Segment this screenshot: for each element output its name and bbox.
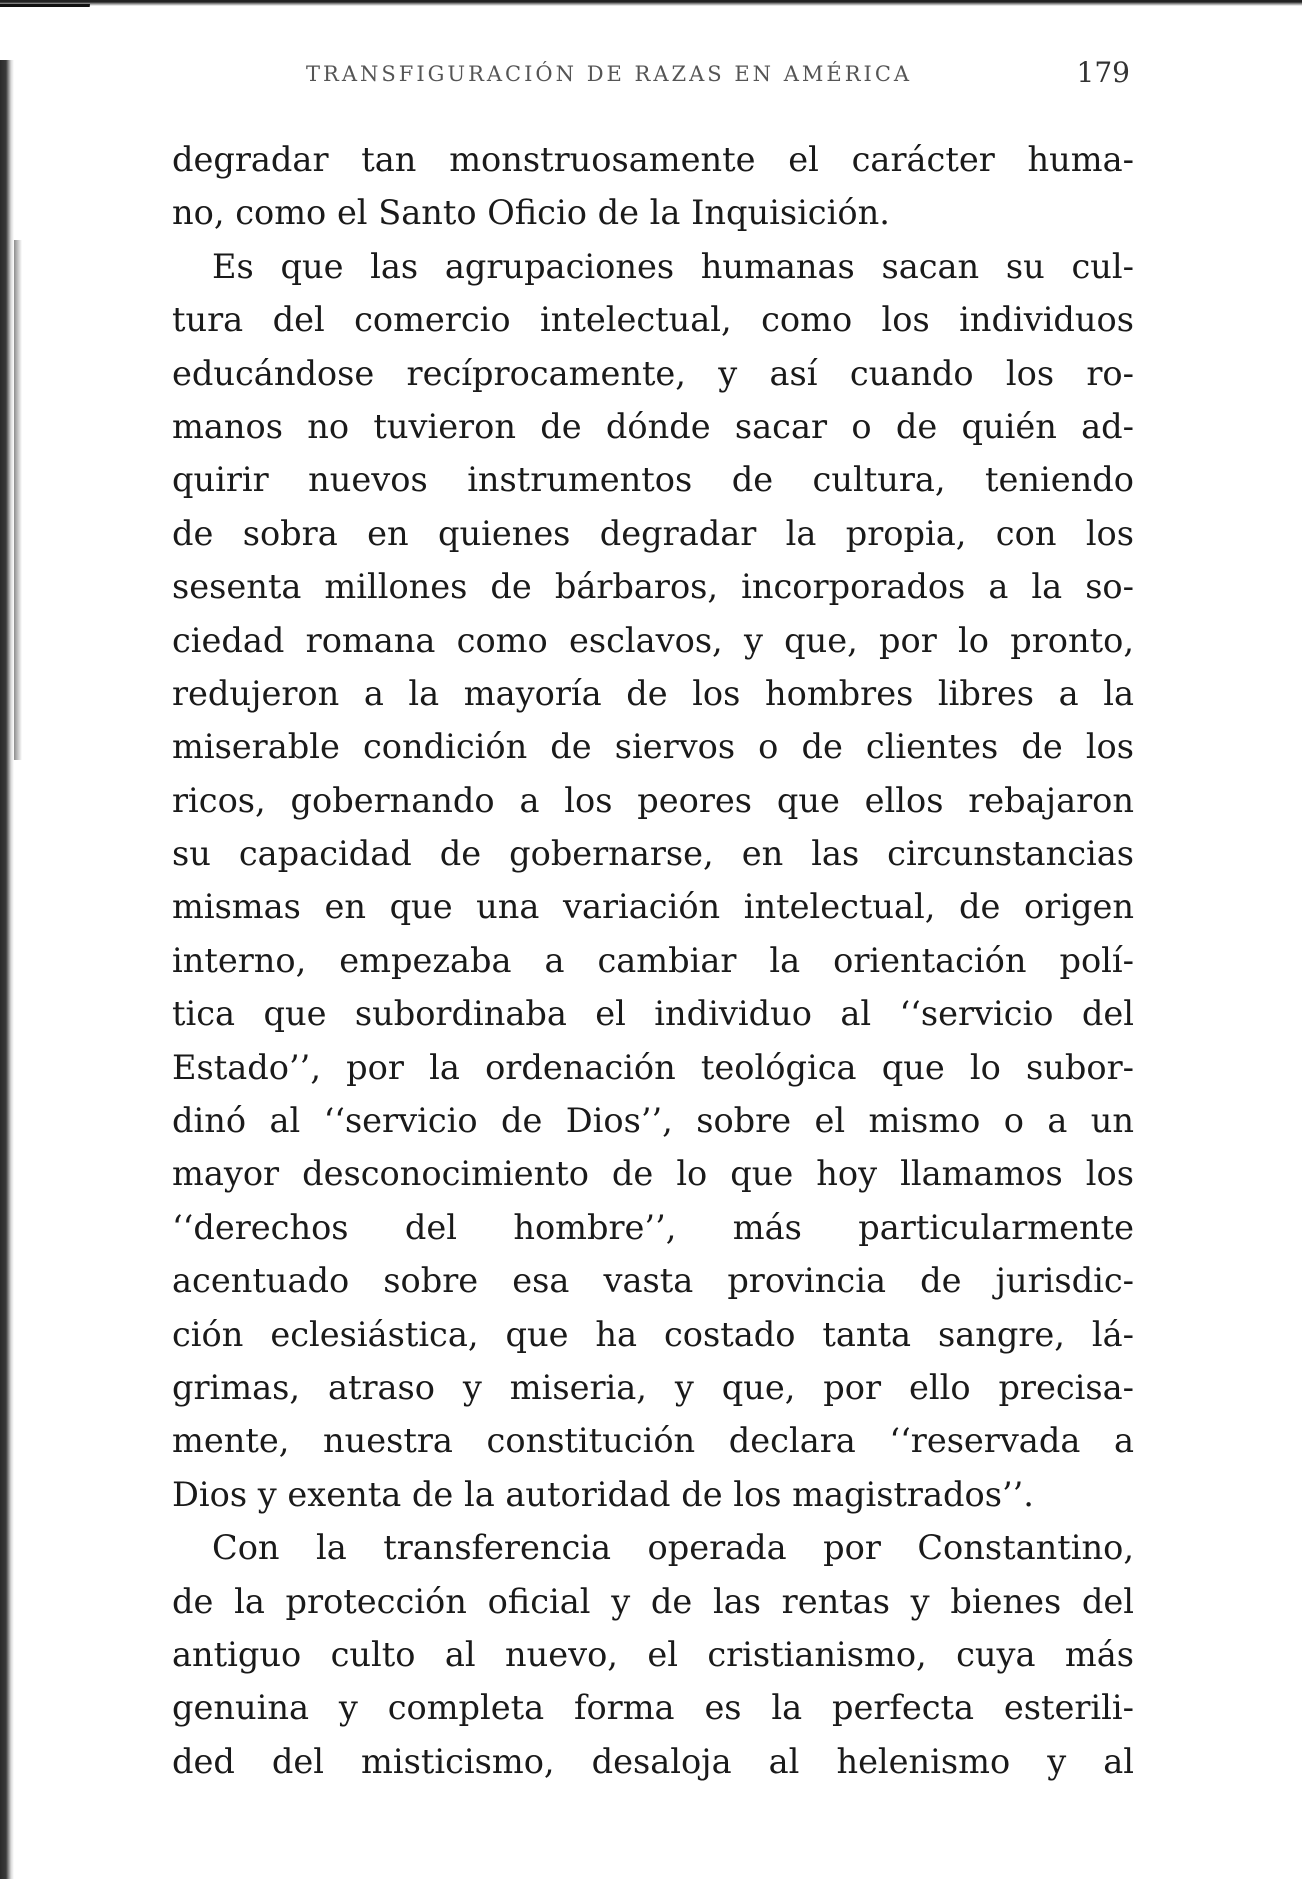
text-line: degradar tan monstruosamente el carácter huma- [172,140,1134,179]
body-text [172,133,1134,1788]
text-line: manos no tuvieron de dónde sacar o de quién ad- [172,406,1134,446]
text-line: de la protección oficial y de las rentas y bienes del [172,1581,1134,1621]
text-line: redujeron a la mayoría de los hombres libres a la [172,673,1134,713]
text-line: miserable condición de siervos o de clientes de los [172,727,1134,767]
text-line: ciedad romana como esclavos, y que, por lo pronto, [172,620,1134,660]
text-line: sesenta millones de bárbaros, incorporados a la so- [172,567,1134,607]
text-line: educándose recíprocamente, y así cuando los ro- [172,353,1134,393]
scan-binding-shadow [14,240,22,760]
scan-top-rule [0,0,1302,6]
text-line: acentuado sobre esa vasta provincia de jurisdic- [172,1261,1134,1301]
text-line: interno, empezaba a cambiar la orientación polí- [172,940,1134,980]
text-line: tica que subordinaba el individuo al ‘‘servicio del [172,994,1134,1034]
text-line: Es que las agrupaciones humanas sacan su cul- [212,246,1134,286]
text-line: de sobra en quienes degradar la propia, con los [172,513,1134,553]
paragraph-2 [172,240,1134,1521]
paragraph-1 [172,133,1134,240]
text-line: Estado’’, por la ordenación teológica que lo subor- [172,1047,1134,1087]
text-line: no, como el Santo Oficio de la Inquisición. [172,193,890,233]
text-line: grimas, atraso y miseria, y que, por ello precisa- [172,1367,1134,1407]
text-line: ción eclesiástica, que ha costado tanta sangre, lá- [172,1314,1134,1354]
text-line: mayor desconocimiento de lo que hoy llamamos los [172,1154,1134,1194]
text-line: su capacidad de gobernarse, en las circunstancias [172,834,1134,874]
text-line: ded del misticismo, desaloja al helenismo y al [172,1741,1134,1781]
scan-corner-mark [0,4,90,17]
text-line: ricos, gobernando a los peores que ellos rebajaron [172,780,1134,820]
running-head: TRANSFIGURACIÓN DE RAZAS EN AMÉRICA [306,62,913,86]
text-line: tura del comercio intelectual, como los individuos [172,300,1134,340]
paragraph-3 [172,1521,1134,1788]
scan-binding-edge [0,60,14,1879]
text-line: mismas en que una variación intelectual, de origen [172,887,1134,927]
text-line: antiguo culto al nuevo, el cristianismo, cuya más [172,1634,1134,1674]
text-line: genuina y completa forma es la perfecta esterili- [172,1688,1134,1728]
text-line: Dios y exenta de la autoridad de los magistrados’’. [172,1474,1034,1514]
page-number: 179 [1076,56,1130,89]
text-line: quirir nuevos instrumentos de cultura, teniendo [172,460,1134,500]
text-line: mente, nuestra constitución declara ‘‘reservada a [172,1421,1134,1461]
text-line: dinó al ‘‘servicio de Dios’’, sobre el mismo o a un [172,1101,1134,1141]
text-line: ‘‘derechos del hombre’’, más particularmente [172,1207,1134,1247]
page-header [176,56,1130,96]
text-line: Con la transferencia operada por Constantino, [212,1528,1134,1568]
